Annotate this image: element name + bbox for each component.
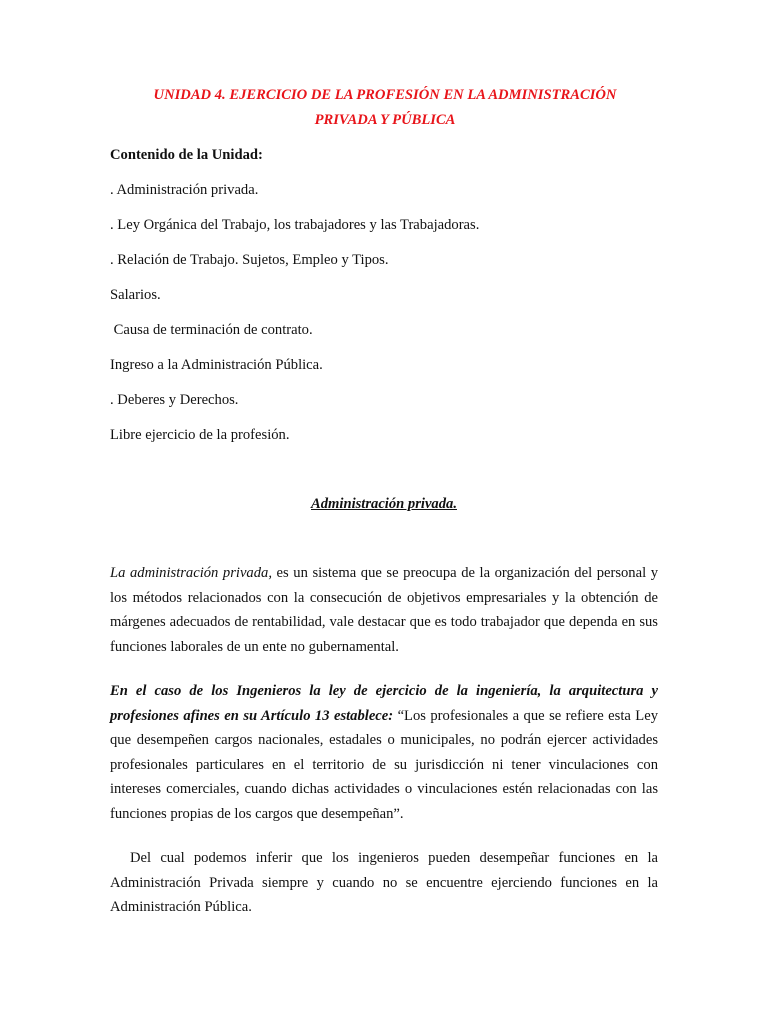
contents-item: Ingreso a la Administración Pública. [110, 357, 323, 373]
paragraph-definition [110, 561, 658, 659]
document-title-line-1: UNIDAD 4. EJERCICIO DE LA PROFESIÓN EN LA ADMINISTRACIÓN [153, 87, 617, 103]
paragraph-body: “Los profesionales a que se refiere esta Ley que desempeñen cargos nacionales, estadales o municipales, no podrán ejercer actividades profesionales particulares en el territorio de su jurisdicción ni tener vinculaciones con intereses comerciales, cuando dichas actividades o vinculaciones estén relacionadas con las funciones propias de los cargos que desempeñan”. [110, 707, 658, 822]
contents-item: . Deberes y Derechos. [110, 392, 239, 408]
document-title-line-2: PRIVADA Y PÚBLICA [314, 112, 456, 128]
contents-item: Salarios. [110, 287, 161, 303]
contents-item: . Relación de Trabajo. Sujetos, Empleo y Tipos. [110, 252, 389, 268]
paragraph-article-13 [110, 679, 658, 827]
contents-item: Libre ejercicio de la profesión. [110, 427, 290, 443]
contents-item: . Administración privada. [110, 182, 259, 198]
section-heading: Administración privada. [311, 496, 457, 512]
contents-item: Causa de terminación de contrato. [110, 322, 313, 338]
paragraph-body: es un sistema que se preocupa de la organización del personal y los métodos relacionados con la consecución de objetivos empresariales y la obtención de márgenes adecuados de rentabilidad, vale destacar que es todo trabajador que dependa en sus funciones laborales de un ente no gubernamental. [110, 565, 659, 655]
contents-heading: Contenido de la Unidad: [110, 147, 263, 163]
contents-item: . Ley Orgánica del Trabajo, los trabajadores y las Trabajadoras. [110, 217, 480, 233]
paragraph-conclusion [110, 846, 658, 920]
paragraph-lead: La administración privada, [110, 565, 272, 581]
paragraph-lead: En el caso de los Ingenieros la ley de ejercicio de la ingeniería, la arquitectura y profesiones afines en su Artículo 13 establece: [110, 683, 658, 724]
paragraph-body: Del cual podemos inferir que los ingenieros pueden desempeñar funciones en la Administración Privada siempre y cuando no se encuentre ejerciendo funciones en la Administración Pública. [110, 850, 658, 916]
